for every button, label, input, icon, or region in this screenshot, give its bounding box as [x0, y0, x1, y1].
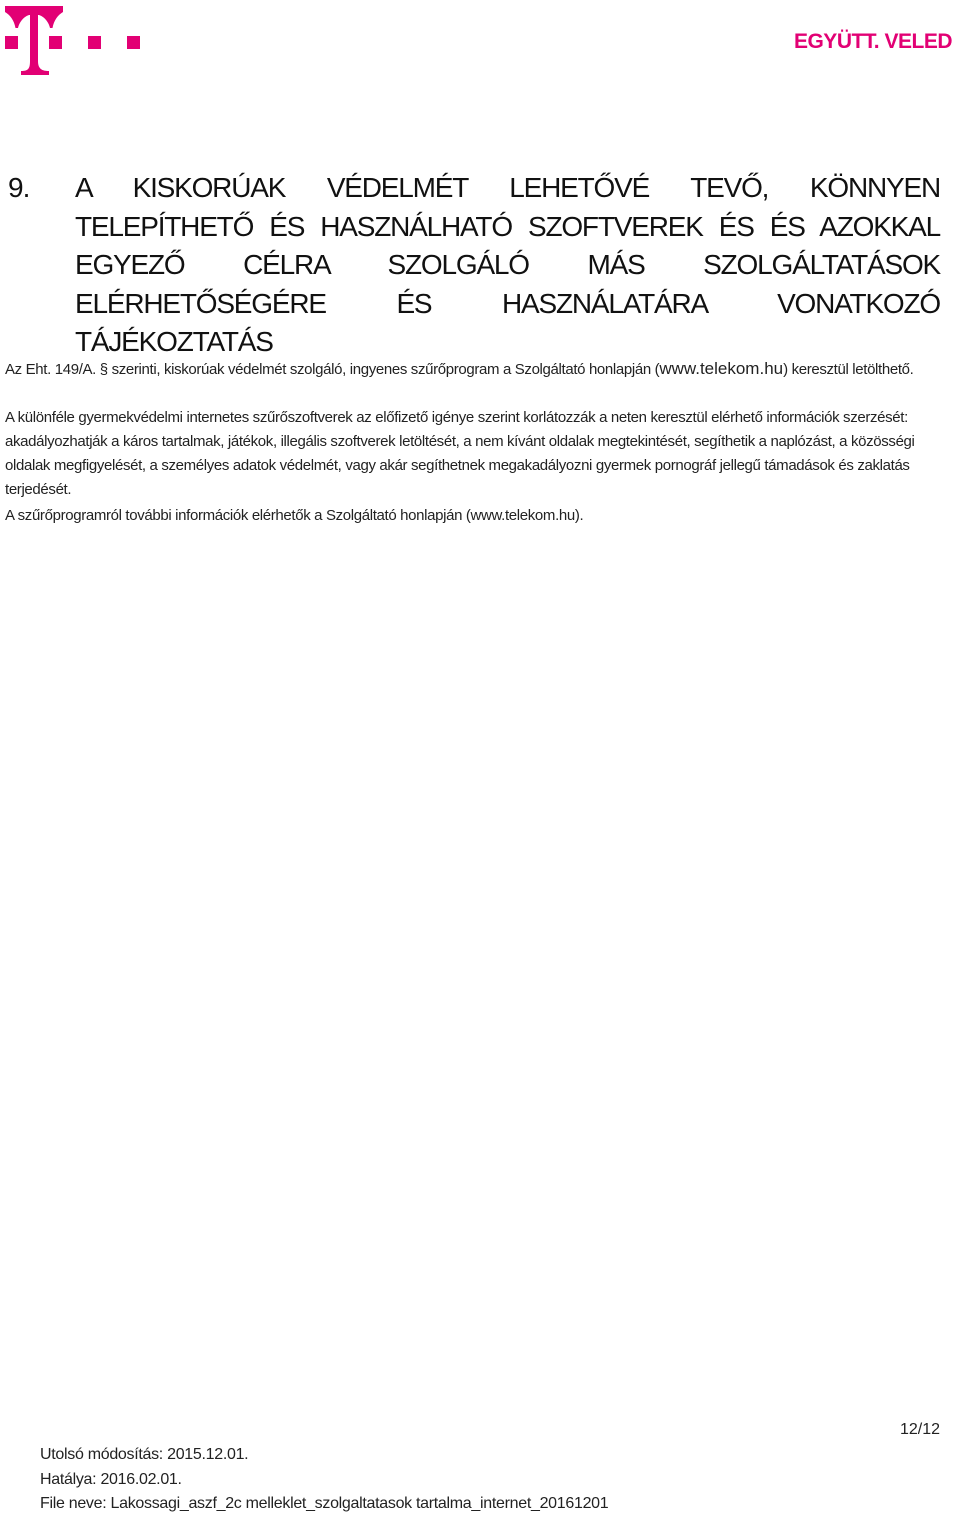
telekom-t-logo-icon	[5, 6, 145, 76]
section-number: 9.	[8, 172, 30, 203]
paragraph-filter-download	[5, 357, 940, 382]
paragraph-text: Az Eht. 149/A. § szerinti, kiskorúak védelmét szolgáló, ingyenes szűrőprogram a Szolgáltató honlapján (	[5, 361, 660, 378]
file-name: File neve: Lakossagi_aszf_2c melleklet_szolgaltatasok tartalma_internet_20161201	[40, 1495, 609, 1512]
paragraph-filter-description: A különféle gyermekvédelmi internetes szűrőszoftverek az előfizető igénye szerint korlátozzák a neten keresztül elérhető információk szerzését: akadályozhatják a káros tartalmak, játékok, illegális szoftverek letöltését, a nem kívánt oldalak megtekintését, segíthetik a naplózást, a közösségi oldalak megfigyelését, a személyes adatok védelmét, vagy akár segíthetnek megakadályozni gyermek pornográf jellegű támadások és zaklatás terjedését.	[5, 409, 915, 498]
document-footer	[40, 1443, 608, 1517]
telekom-url-link[interactable]: www.telekom.hu	[659, 359, 784, 378]
paragraph-text-end: ) keresztül letölthető.	[783, 361, 914, 378]
brand-slogan: EGYÜTT. VELED	[793, 30, 952, 53]
section-heading	[8, 169, 940, 362]
section-title: A KISKORÚAK VÉDELMÉT LEHETŐVÉ TEVŐ, KÖNNYEN TELEPÍTHETŐ ÉS HASZNÁLHATÓ SZOFTVEREK ÉS ÉS AZOKKAL EGYEZŐ CÉLRA SZOLGÁLÓ MÁS SZOLGÁLTATÁSOK ELÉRHETŐSÉGÉRE ÉS HASZNÁLATÁRA VONATKOZÓ TÁJÉKOZTATÁS	[75, 172, 940, 357]
effective-date: Hatálya: 2016.02.01.	[40, 1470, 182, 1488]
paragraph-more-info: A szűrőprogramról további információk elérhetők a Szolgáltató honlapján (www.telekom.hu).	[5, 507, 584, 524]
last-modified: Utolsó módosítás: 2015.12.01.	[40, 1446, 249, 1463]
page-number: 12/12	[899, 1421, 940, 1438]
